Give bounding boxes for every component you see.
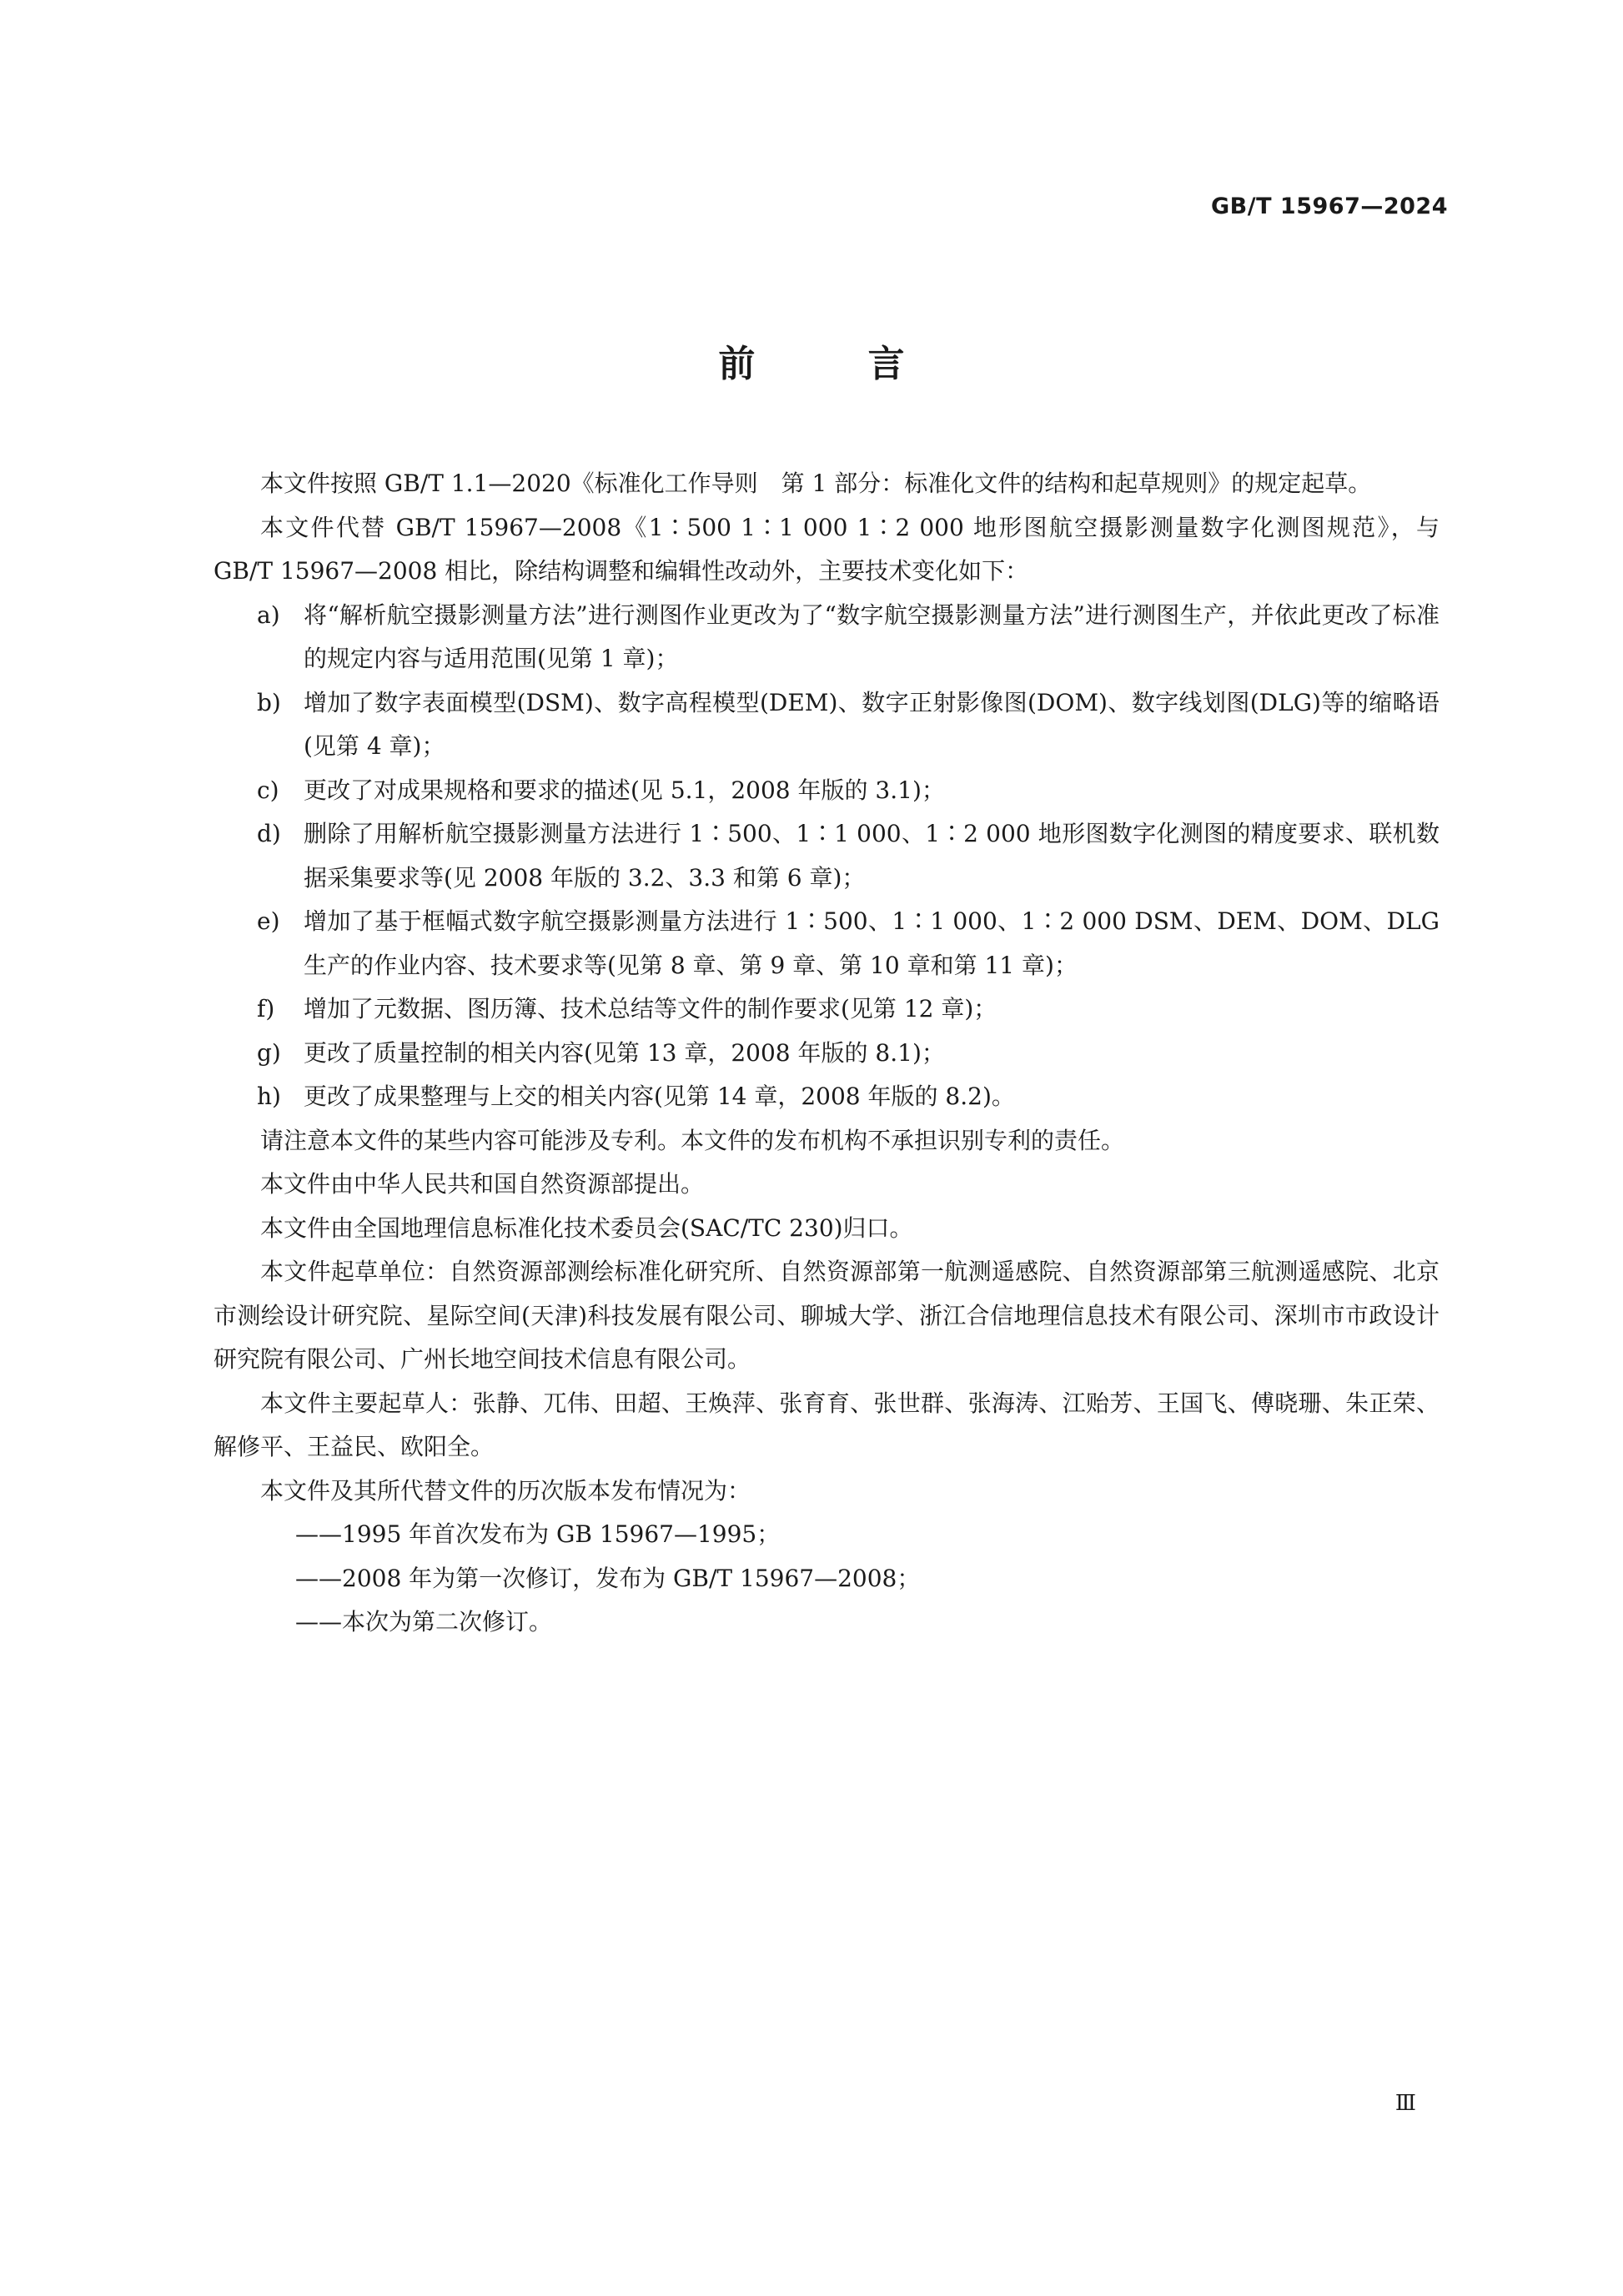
list-marker: a) (257, 600, 280, 629)
standard-code: GB/T 15967—2024 (1211, 193, 1448, 219)
list-text: 将“解析航空摄影测量方法”进行测图作业更改为了“数字航空摄影测量方法”进行测图生产，并依此更改了标准的规定内容与适用范围(见第 1 章)； (304, 600, 1440, 672)
page-title: 前 言 (718, 343, 955, 385)
list-marker: d) (257, 820, 281, 847)
page-number: Ⅲ (1394, 2091, 1416, 2116)
paragraph-committee: 本文件由全国地理信息标准化技术委员会(SAC/TC 230)归口。 (260, 1213, 913, 1242)
paragraph-history-intro: 本文件及其所代替文件的历次版本发布情况为： (260, 1476, 751, 1505)
list-item (257, 812, 1440, 900)
paragraph-proposer: 本文件由中华人民共和国自然资源部提出。 (260, 1170, 705, 1198)
paragraph-drafting-rules: 本文件按照 GB/T 1.1—2020《标准化工作导则 第 1 部分：标准化文件的结构和起草规则》的规定起草。 (260, 470, 1372, 497)
list-text: 增加了基于框幅式数字航空摄影测量方法进行 1∶500、1∶1 000、1∶2 000 DSM、DEM、DOM、DLG 生产的作业内容、技术要求等(见第 8 章、第 9 章、第 10 章和第 11 章)； (304, 907, 1440, 979)
list-item (257, 987, 1440, 1032)
paragraph-drafters: 本文件主要起草人：张静、兀伟、田超、王焕萍、张育育、张世群、张海涛、江贻芳、王国飞、傅晓珊、朱正荣、解修平、王益民、欧阳全。 (214, 1389, 1440, 1460)
list-marker: g) (257, 1038, 281, 1067)
list-text: 更改了质量控制的相关内容(见第 13 章，2008 年版的 8.1)； (304, 1038, 945, 1067)
list-item (257, 900, 1440, 987)
list-item (257, 681, 1440, 769)
list-item (257, 769, 1440, 813)
list-item (257, 1032, 1440, 1076)
history-item: ——本次为第二次修订。 (295, 1608, 553, 1635)
list-text: 更改了成果整理与上交的相关内容(见第 14 章，2008 年版的 8.2)。 (304, 1083, 1015, 1110)
list-text: 更改了对成果规格和要求的描述(见 5.1，2008 年版的 3.1)； (304, 776, 945, 804)
list-text: 增加了数字表面模型(DSM)、数字高程模型(DEM)、数字正射影像图(DOM)、数字线划图(DLG)等的缩略语(见第 4 章)； (304, 688, 1440, 760)
history-item: ——1995 年首次发布为 GB 15967—1995； (295, 1520, 781, 1548)
list-text: 删除了用解析航空摄影测量方法进行 1∶500、1∶1 000、1∶2 000 地形图数字化测图的精度要求、联机数据采集要求等(见 2008 年版的 3.2、3.3 和第 6 章)； (304, 820, 1440, 892)
list-marker: c) (257, 776, 279, 804)
paragraph-patent-notice: 请注意本文件的某些内容可能涉及专利。本文件的发布机构不承担识别专利的责任。 (260, 1126, 1125, 1154)
list-marker: e) (257, 907, 280, 935)
document-body (214, 462, 1440, 1645)
list-marker: f) (257, 995, 275, 1022)
list-item (257, 1075, 1440, 1119)
list-text: 增加了元数据、图历簿、技术总结等文件的制作要求(见第 12 章)； (304, 995, 997, 1022)
list-item (257, 594, 1440, 681)
history-item: ——2008 年为第一次修订，发布为 GB/T 15967—2008； (295, 1564, 921, 1592)
paragraph-replacement: 本文件代替 GB/T 15967—2008《1∶500 1∶1 000 1∶2 000 地形图航空摄影测量数字化测图规范》，与 GB/T 15967—2008 相比，除结构调整和编辑性改动外，主要技术变化如下： (214, 513, 1440, 585)
list-marker: h) (257, 1083, 281, 1110)
paragraph-drafting-units: 本文件起草单位：自然资源部测绘标准化研究所、自然资源部第一航测遥感院、自然资源部第三航测遥感院、北京市测绘设计研究院、星际空间(天津)科技发展有限公司、聊城大学、浙江合信地理信息技术有限公司、深圳市市政设计研究院有限公司、广州长地空间技术信息有限公司。 (214, 1258, 1440, 1373)
list-marker: b) (257, 688, 281, 716)
